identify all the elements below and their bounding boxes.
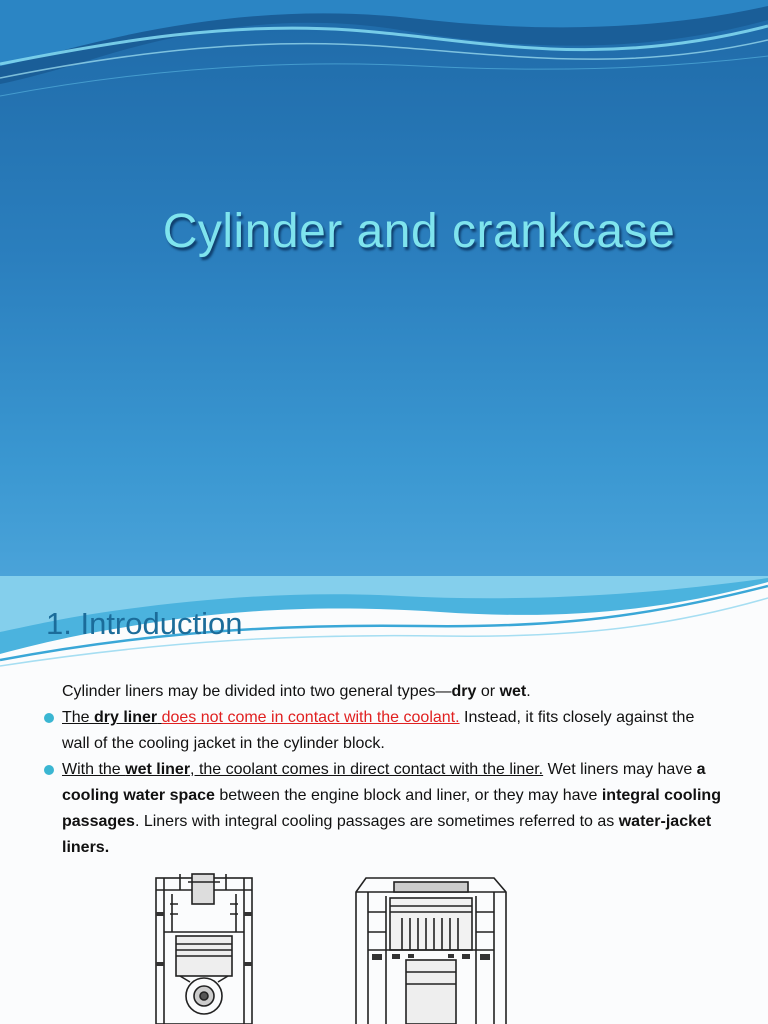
bullet2-wet-liner: wet liner (125, 761, 191, 778)
bullet2-bold-3: water-jacket liners. (62, 813, 712, 856)
slide-body (44, 679, 724, 861)
bullet1-red-text: does not come in contact with the coolant. (161, 709, 460, 726)
bullet-dot-icon (44, 713, 54, 723)
lead-end: . (526, 683, 531, 700)
bullet2-bold-1: a cooling water space (62, 761, 706, 804)
lead-paragraph (44, 679, 724, 705)
header-wave-decoration (0, 0, 768, 130)
bullet-dot-icon (44, 765, 54, 775)
lead-text: Cylinder liners may be divided into two general types— (62, 683, 452, 700)
slide-heading: 1. Introduction (46, 606, 243, 641)
bullet2-text-1: Wet liners may have (543, 761, 697, 778)
bullet1-the: The (62, 709, 95, 726)
bullet1-rest: Instead, it fits closely against the wall of the cooling jacket in the cylinder block. (62, 709, 695, 752)
bullet2-text-3: . Liners with integral cooling passages are sometimes referred to as (134, 813, 619, 830)
dry-liner-diagram (150, 872, 258, 1024)
bullet1-dry-liner: dry liner (94, 709, 158, 726)
bullet2-underlined: , the coolant comes in direct contact with the liner. (190, 761, 544, 778)
introduction-slide (0, 576, 768, 1024)
bullet2-text-2: between the engine block and liner, or they may have (214, 787, 602, 804)
lead-dry: dry (451, 683, 477, 700)
bullet2-bold-2: integral cooling passages (62, 787, 721, 830)
bullet-dry-liner (44, 705, 724, 757)
lead-wet: wet (499, 683, 527, 700)
wet-liner-diagram (346, 872, 514, 1024)
lead-or: or (476, 683, 500, 700)
bullet2-with-the: With the (62, 761, 126, 778)
bullet-wet-liner (44, 757, 724, 861)
slide-title: Cylinder and crankcase (162, 205, 676, 258)
